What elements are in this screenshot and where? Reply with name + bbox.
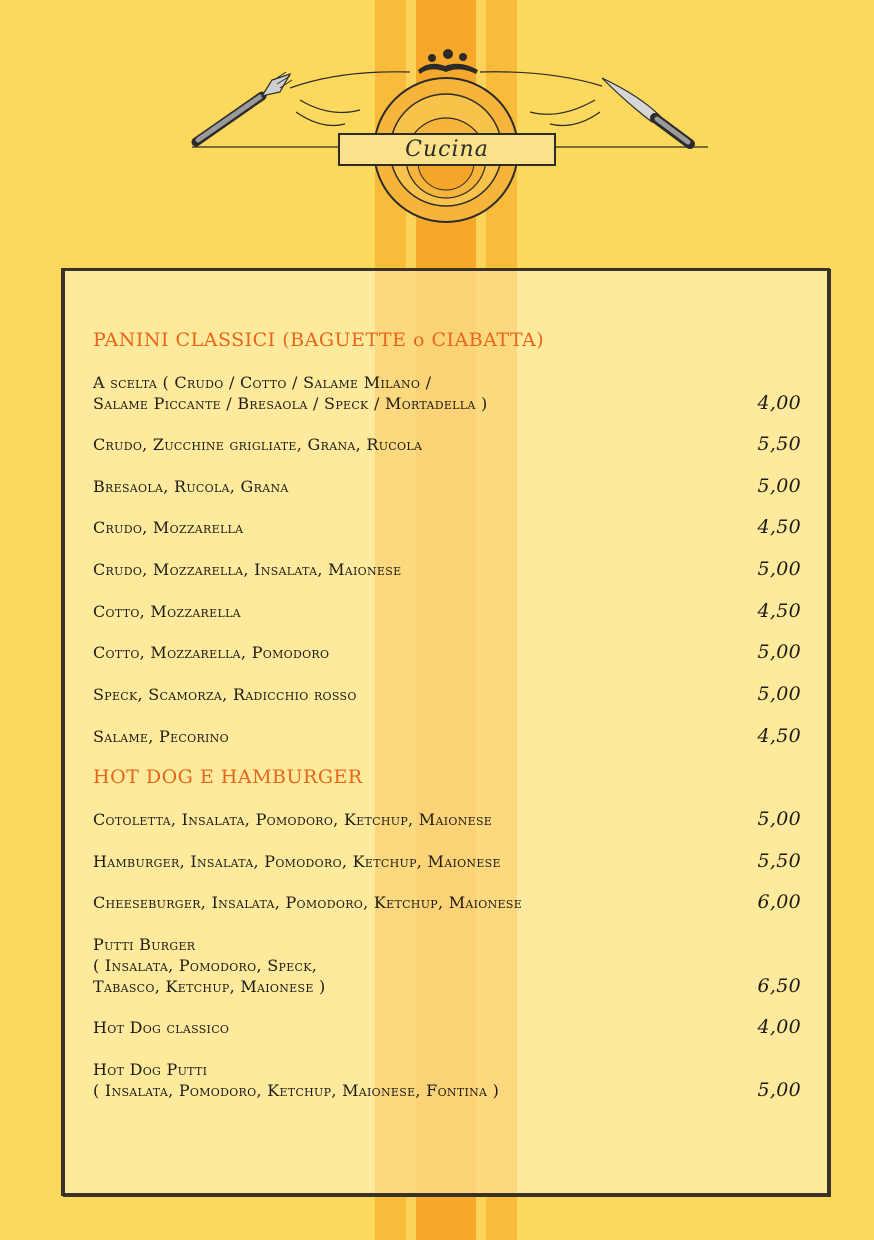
menu-item bbox=[93, 559, 801, 580]
item-name: Hamburger, Insalata, Pomodoro, Ketchup, Maionese bbox=[93, 852, 501, 871]
item-name: Hot Dog classico bbox=[93, 1018, 230, 1037]
item-name: Crudo, Zucchine grigliate, Grana, Rucola bbox=[93, 435, 423, 454]
item-price: 4,50 bbox=[757, 516, 801, 538]
item-name: Salame, Pecorino bbox=[93, 727, 229, 746]
menu-item bbox=[93, 809, 801, 830]
item-name: Crudo, Mozzarella bbox=[93, 518, 244, 537]
chef-figures-icon bbox=[418, 49, 478, 74]
item-price: 4,50 bbox=[757, 600, 801, 622]
item-name: Speck, Scamorza, Radicchio rosso bbox=[93, 685, 357, 704]
item-price: 6,00 bbox=[757, 891, 801, 913]
item-name: Cotto, Mozzarella, Pomodoro bbox=[93, 643, 330, 662]
item-price: 4,50 bbox=[757, 725, 801, 747]
knife-icon bbox=[602, 78, 690, 144]
item-name: A scelta ( Crudo / Cotto / Salame Milano / bbox=[93, 373, 432, 392]
item-price: 4,00 bbox=[757, 1016, 801, 1038]
menu-item bbox=[93, 372, 801, 414]
menu-item bbox=[93, 934, 801, 997]
item-name: Cotoletta, Insalata, Pomodoro, Ketchup, Maionese bbox=[93, 810, 493, 829]
menu-item bbox=[93, 517, 801, 538]
item-price: 5,50 bbox=[757, 433, 801, 455]
item-price: 5,00 bbox=[757, 1079, 801, 1101]
item-price: 5,00 bbox=[757, 475, 801, 497]
item-name: Hot Dog Putti bbox=[93, 1060, 208, 1079]
item-name: Crudo, Mozzarella, Insalata, Maionese bbox=[93, 560, 402, 579]
item-name: Bresaola, Rucola, Grana bbox=[93, 477, 289, 496]
menu-item bbox=[93, 684, 801, 705]
section-title: PANINI CLASSICI (BAGUETTE o CIABATTA) bbox=[93, 329, 545, 351]
item-price: 5,00 bbox=[757, 558, 801, 580]
item-name-cont: Salame Piccante / Bresaola / Speck / Mortadella ) bbox=[93, 394, 488, 413]
item-name-cont: ( Insalata, Pomodoro, Ketchup, Maionese, Fontina ) bbox=[93, 1081, 500, 1100]
header-emblem bbox=[0, 0, 874, 260]
item-name: Putti Burger bbox=[93, 935, 196, 954]
item-price: 5,50 bbox=[757, 850, 801, 872]
item-name: Cotto, Mozzarella bbox=[93, 602, 241, 621]
menu-item bbox=[93, 642, 801, 663]
item-price: 4,00 bbox=[757, 392, 801, 414]
item-name-cont: ( Insalata, Pomodoro, Speck, bbox=[93, 956, 318, 975]
menu-item bbox=[93, 601, 801, 622]
header-title: Cucina bbox=[338, 133, 556, 166]
menu-item bbox=[93, 726, 801, 747]
fork-icon bbox=[196, 72, 292, 142]
menu-item bbox=[93, 434, 801, 455]
menu-item bbox=[93, 1059, 801, 1101]
item-price: 5,00 bbox=[757, 641, 801, 663]
item-price: 5,00 bbox=[757, 808, 801, 830]
item-name: Cheeseburger, Insalata, Pomodoro, Ketchup, Maionese bbox=[93, 893, 523, 912]
section-title: HOT DOG E HAMBURGER bbox=[93, 766, 363, 788]
item-price: 6,50 bbox=[757, 975, 801, 997]
menu-item bbox=[93, 851, 801, 872]
menu-item bbox=[93, 1017, 801, 1038]
item-name-cont: Tabasco, Ketchup, Maionese ) bbox=[93, 977, 326, 996]
menu-item bbox=[93, 892, 801, 913]
item-price: 5,00 bbox=[757, 683, 801, 705]
menu-item bbox=[93, 476, 801, 497]
